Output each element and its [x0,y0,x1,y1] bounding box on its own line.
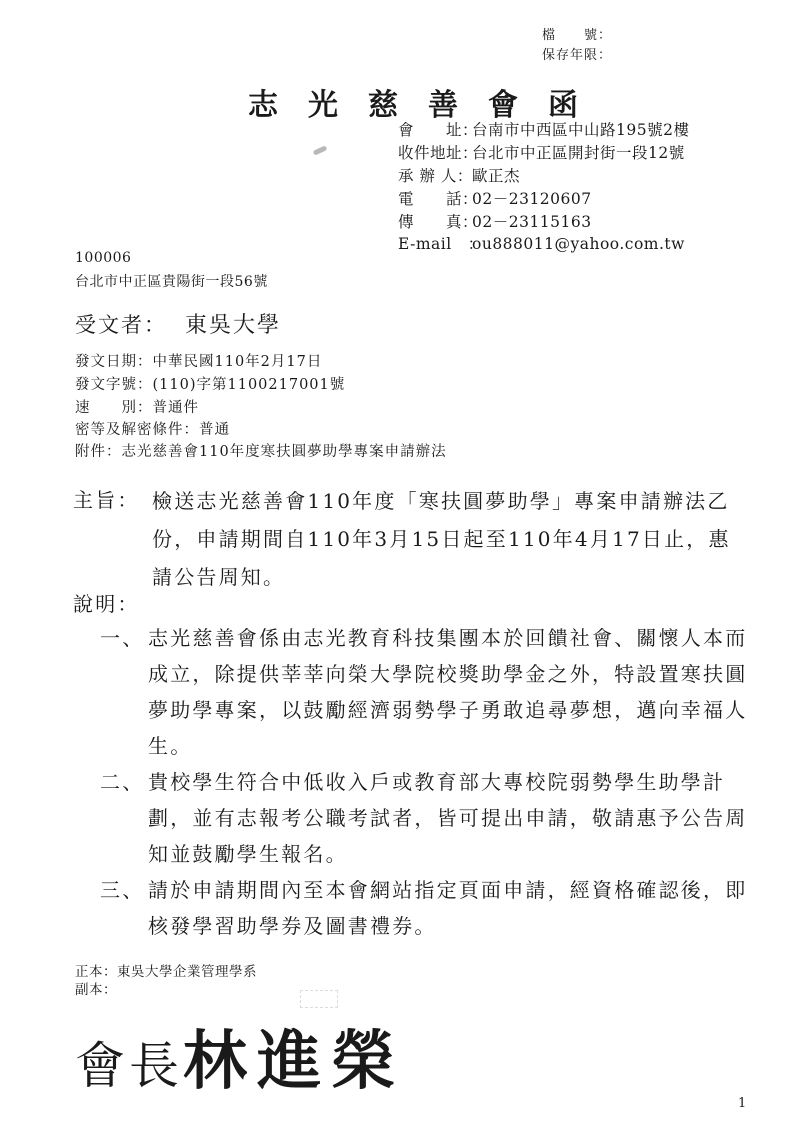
contact-person: 歐正杰 [472,167,521,185]
explanation-item-3-number: 三、 [100,878,145,902]
original-recipient: 正本：東吳大學企業管理學系 [75,964,257,980]
fax-number: 02－23115163 [472,213,592,231]
issue-date-row: 發文日期：中華民國110年2月17日 [75,354,323,370]
signature-title: 會長 [75,1037,183,1095]
retention-period-label: 保存年限： [542,48,613,63]
urgency-row: 速 別：普通件 [75,400,199,416]
page-number: 1 [738,1096,747,1111]
scan-speck [313,145,328,155]
document-title: 志光慈善會函 [248,88,608,123]
attachment-row: 附件：志光慈善會110年度寒扶圓夢助學專案申請辦法 [75,444,447,460]
recipient-name: 東吳大學 [185,313,282,338]
explanation-label: 說明： [73,592,140,616]
signature-name: 林進榮 [183,1024,405,1099]
explanation-item-1-number: 一、 [100,626,145,650]
file-number-label: 檔 號： [542,28,613,43]
document-number: (110)字第1100217001號 [152,377,346,393]
phone-row: 電 話：02－23120607 [398,190,592,208]
recipient-address: 台北市中正區貴陽街一段56號 [75,274,268,290]
recipient-row [75,308,281,339]
email-row: E-mail ：ou888011@yahoo.com.tw [398,235,685,253]
faint-stamp-mark [300,990,338,1008]
issue-date: 中華民國110年2月17日 [152,354,323,370]
contact-person-row: 承 辦 人：歐正杰 [398,167,521,185]
copy-recipient: 副本： [75,982,117,998]
phone-number: 02－23120607 [472,190,592,208]
classification-row: 密等及解密條件：普通 [75,422,230,438]
explanation-item-2-text: 貴校學生符合中低收入戶或教育部大專校院弱勢學生助學計劃，並有志報考公職考試者，皆可提出申請，敬請惠予公告周知並鼓勵學生報名。 [148,770,748,866]
recipient-label: 受文者： [75,313,167,337]
mailing-address-row: 收件地址：台北市中正區開封街一段12號 [398,144,685,162]
document-number-row: 發文字號：(110)字第1100217001號 [75,377,346,393]
recipient-postcode: 100006 [75,250,132,266]
subject-label: 主旨： [73,488,140,512]
explanation-item-2-number: 二、 [100,770,145,794]
mailing-address: 台北市中正區開封街一段12號 [472,144,685,162]
urgency: 普通件 [152,400,199,416]
sender-address-row: 會 址：台南市中西區中山路195號2樓 [398,121,690,139]
sender-address: 台南市中西區中山路195號2樓 [472,121,690,139]
explanation-item-1-text: 志光慈善會係由志光教育科技集團本於回饋社會、關懷人本而成立，除提供莘莘向榮大學院校獎助學金之外，特設置寒扶圓夢助學專案，以鼓勵經濟弱勢學子勇敢追尋夢想，邁向幸福人生。 [148,626,748,758]
email-address: ou888011@yahoo.com.tw [472,235,685,253]
explanation-item-3-text: 請於申請期間內至本會網站指定頁面申請，經資格確認後，即核發學習助學券及圖書禮券。 [148,878,748,938]
signature [75,1010,405,1102]
fax-row: 傳 真：02－23115163 [398,213,592,231]
subject-text: 檢送志光慈善會110年度「寒扶圓夢助學」專案申請辦法乙份，申請期間自110年3月15日起至110年4月17日止，惠請公告周知。 [152,489,731,589]
attachment: 志光慈善會110年度寒扶圓夢助學專案申請辦法 [121,444,447,460]
classification: 普通 [199,422,230,438]
